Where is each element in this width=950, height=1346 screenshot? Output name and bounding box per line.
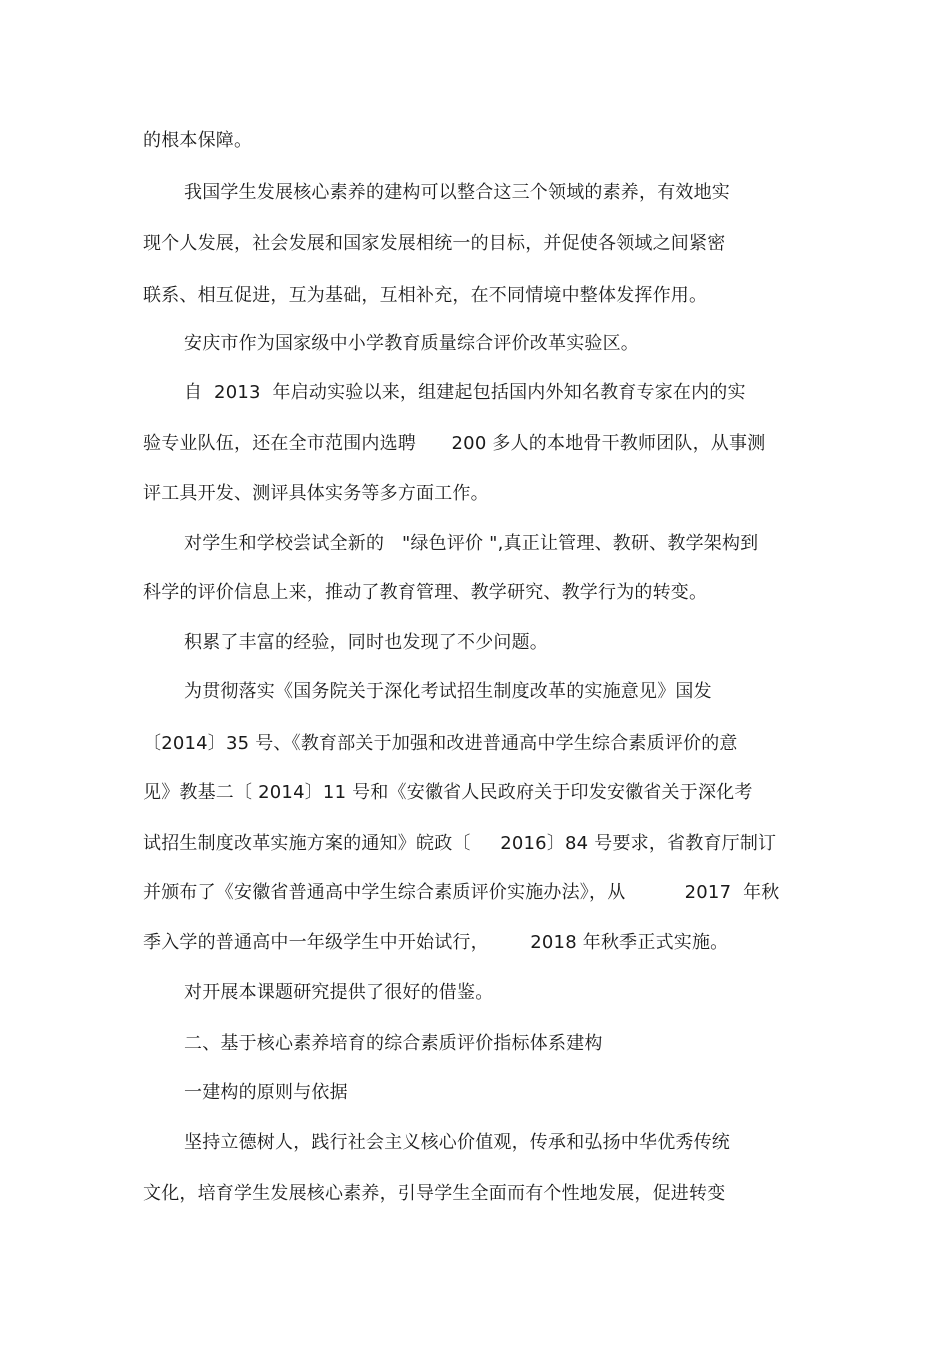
text-line: 积累了丰富的经验，同时也发现了不少问题。 <box>184 632 548 653</box>
text-line: 对学生和学校尝试全新的 "绿色评价 ",真正让管理、教研、教学架构到 <box>184 533 759 554</box>
text-line: 评工具开发、测评具体实务等多方面工作。 <box>143 483 489 504</box>
text-line: 并颁布了《安徽省普通高中学生综合素质评价实施办法》，从 2017 年秋 <box>143 882 780 903</box>
text-line: 坚持立德树人，践行社会主义核心价值观，传承和弘扬中华优秀传统 <box>184 1132 730 1153</box>
text-line: 试招生制度改革实施方案的通知》皖政〔 2016〕84 号要求，省教育厅制订 <box>143 833 777 854</box>
text-line: 自 2013 年启动实验以来，组建起包括国内外知名教育专家在内的实 <box>184 382 746 403</box>
text-line: 对开展本课题研究提供了很好的借鉴。 <box>184 982 494 1003</box>
section-heading: 二、基于核心素养培育的综合素质评价指标体系建构 <box>184 1033 603 1054</box>
text-line: 的根本保障。 <box>143 130 253 151</box>
text-line: 〔2014〕35 号、《教育部关于加强和改进普通高中学生综合素质评价的意 <box>143 733 738 754</box>
text-line: 现个人发展，社会发展和国家发展相统一的目标，并促使各领域之间紧密 <box>143 233 726 254</box>
text-line: 科学的评价信息上来，推动了教育管理、教学研究、教学行为的转变。 <box>143 582 708 603</box>
text-line: 季入学的普通高中一年级学生中开始试行， 2018 年秋季正式实施。 <box>143 932 729 953</box>
text-line: 联系、相互促进，互为基础，互相补充，在不同情境中整体发挥作用。 <box>143 285 708 306</box>
text-line: 为贯彻落实《国务院关于深化考试招生制度改革的实施意见》国发 <box>184 681 712 702</box>
text-line: 我国学生发展核心素养的建构可以整合这三个领域的素养，有效地实 <box>184 182 730 203</box>
text-line: 见》教基二〔 2014〕11 号和《安徽省人民政府关于印发安徽省关于深化考 <box>143 782 753 803</box>
text-line: 文化，培育学生发展核心素养，引导学生全面而有个性地发展，促进转变 <box>143 1183 726 1204</box>
text-line: 验专业队伍，还在全市范围内选聘 200 多人的本地骨干教师团队，从事测 <box>143 433 766 454</box>
subsection-heading: 一建构的原则与依据 <box>184 1082 348 1103</box>
text-line: 安庆市作为国家级中小学教育质量综合评价改革实验区。 <box>184 333 639 354</box>
